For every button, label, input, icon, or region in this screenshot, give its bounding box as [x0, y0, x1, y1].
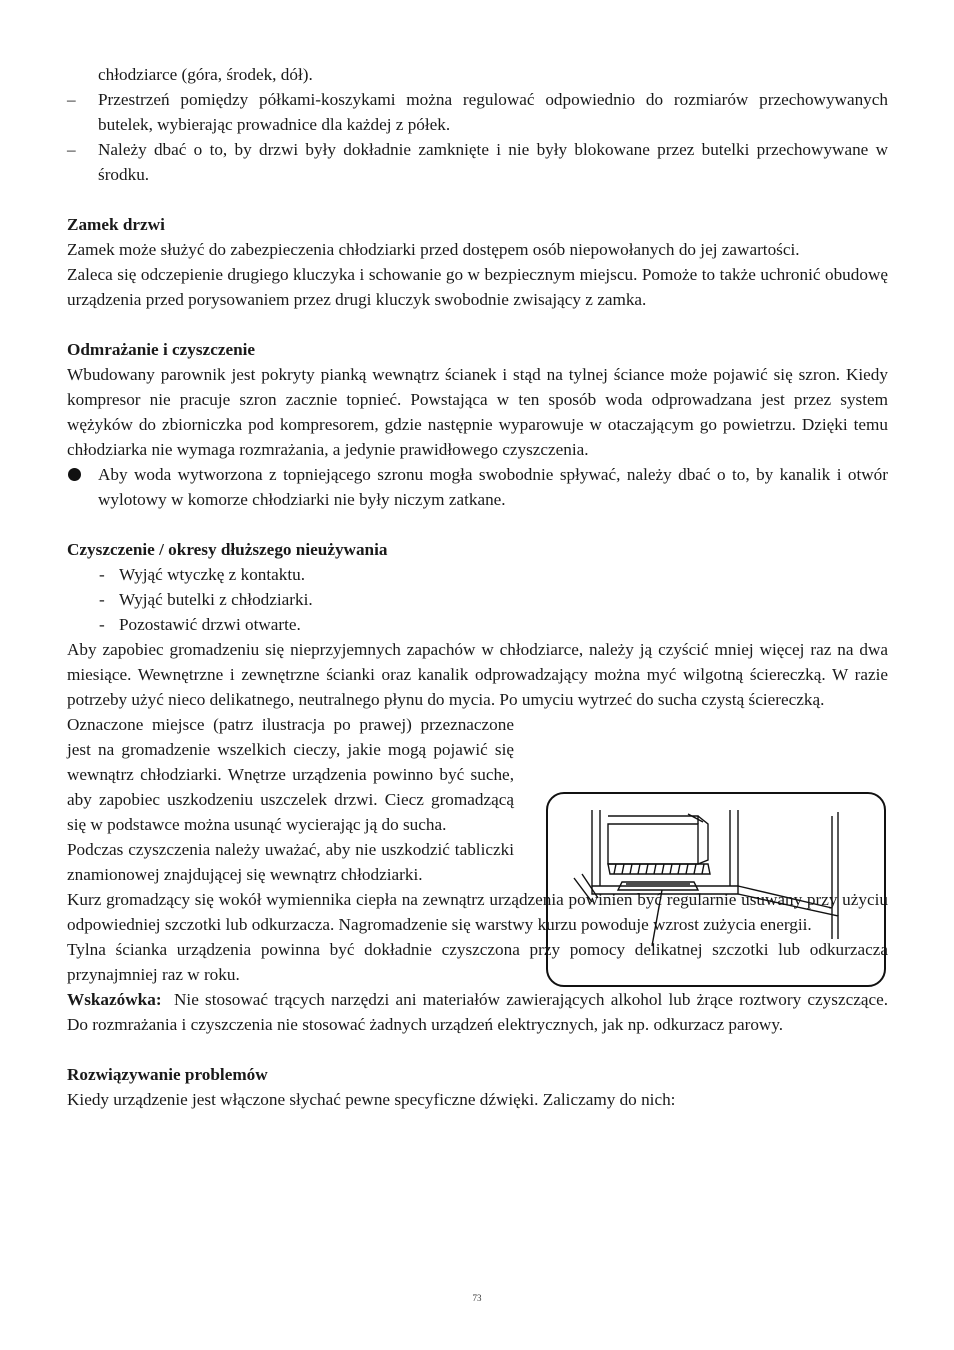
tip-text: Nie stosować trących narzędzi ani materiałów zawierających alkohol lub żrące roztwory czyszczące. Do rozmrażania i czyszczenia nie stosować żadnych urządzeń elektrycznych, jak np. odkurzacz parowy. — [67, 990, 889, 1034]
defrost-paragraph: Wbudowany parownik jest pokryty pianką wewnątrz ścianek i stąd na tylnej ściance może pojawić się szron. Kiedy kompresor nie pracuje szron zacznie topnieć. Powstająca w ten sposób woda odprowadzana jest przez system wężyków do zbiorniczka pod kompresorem, gdzie następnie wyparowuje w otaczającym go powietrzu. Dzięki temu chłodziarka nie wymaga rozmrażania, a jedynie prawidłowego czyszczenia. — [67, 365, 888, 459]
lock-paragraph-1: Zamek może służyć do zabezpieczenia chłodziarki przed dostępem osób niepowołanych do jej zawartości. — [67, 240, 800, 259]
cleaning-heading: Czyszczenie / okresy dłuższego nieużywania — [67, 540, 388, 559]
cleaning-step — [67, 562, 888, 587]
lock-heading: Zamek drzwi — [67, 215, 165, 234]
cleaning-paragraph-1: Aby zapobiec gromadzeniu się nieprzyjemnych zapachów w chłodziarce, należy ją czyścić mniej więcej raz na dwa miesiące. Wewnętrzne i zewnętrzne ścianki oraz kanalik odprowadzający można myć wilgotną ściereczką. W razie potrzeby użyć nieco delikatnego, neutralnego płynu do mycia. Po umyciu wytrzeć do sucha czystą ściereczką. — [67, 640, 888, 709]
fridge-interior-drawing — [548, 794, 884, 985]
step-marker: - — [99, 565, 105, 584]
cleaning-step-text: Pozostawić drzwi otwarte. — [119, 615, 301, 634]
lock-paragraph-2: Zaleca się odczepienie drugiego kluczyka i schowanie go w bezpiecznym miejscu. Pomoże to także uchronić obudowę urządzenia przed porysowaniem przez drugi kluczyk swobodnie zwisający z zamka. — [67, 265, 888, 309]
cleaning-step — [67, 587, 888, 612]
step-marker: - — [99, 615, 105, 634]
cleaning-paragraph-4: Kurz gromadzący się wokół wymiennika ciepła na zewnątrz urządzenia powinien być regularnie usuwany przy użyciu odpowiedniej szczotki lub odkurzacza. Nagromadzenie się warstwy kurzu powoduje wzrost zużycia energii. — [67, 890, 888, 934]
dash-list-item — [67, 87, 888, 137]
troubleshooting-paragraph: Kiedy urządzenie jest włączone słychać pewne specyficzne dźwięki. Zaliczamy do nich: — [67, 1090, 676, 1109]
fridge-drip-tray-illustration — [546, 792, 886, 987]
cleaning-paragraph-3: Podczas czyszczenia należy uważać, aby nie uszkodzić tabliczki znamionowej znajdującej się wewnątrz chłodziarki. — [67, 840, 514, 884]
dash-item-text: Należy dbać o to, by drzwi były dokładnie zamknięte i nie były blokowane przez butelki przechowywane w środku. — [98, 140, 888, 184]
step-marker: - — [99, 590, 105, 609]
dash-marker: – — [67, 90, 76, 109]
page-number: 73 — [472, 1293, 482, 1303]
cleaning-step — [67, 612, 888, 637]
cleaning-paragraph-5: Tylna ścianka urządzenia powinna być dokładnie czyszczona przy pomocy delikatnej szczotki lub odkurzacza przynajmniej raz w roku. — [67, 940, 888, 984]
defrost-heading: Odmrażanie i czyszczenie — [67, 340, 256, 359]
bullet-item — [67, 462, 888, 512]
tip-paragraph — [67, 987, 888, 1037]
cleaning-paragraph-2: Oznaczone miejsce (patrz ilustracja po prawej) przeznaczone jest na gromadzenie wszelkich cieczy, jakie mogą pojawić się wewnątrz chłodziarki. Wnętrze urządzenia powinno być suche, aby zapobiec uszkodzeniu uszczelek drzwi. Ciecz gromadzącą się w podstawce można usunąć wycierając ją do sucha. — [67, 715, 514, 834]
dash-item-text: Przestrzeń pomiędzy półkami-koszykami można regulować odpowiednio do rozmiarów przechowywanych butelek, wybierając prowadnice dla każdej z półek. — [98, 90, 888, 134]
dash-list-item — [67, 137, 888, 187]
tip-label: Wskazówka: — [67, 990, 162, 1009]
troubleshooting-heading: Rozwiązywanie problemów — [67, 1065, 268, 1084]
dash-marker: – — [67, 140, 76, 159]
intro-continuation: chłodziarce (góra, środek, dół). — [98, 65, 313, 84]
bullet-dot-icon — [68, 468, 81, 481]
bullet-text: Aby woda wytworzona z topniejącego szronu mogła swobodnie spływać, należy dbać o to, by kanalik i otwór wylotowy w komorze chłodziarki nie były niczym zatkane. — [98, 465, 888, 509]
cleaning-step-text: Wyjąć wtyczkę z kontaktu. — [119, 565, 306, 584]
cleaning-step-text: Wyjąć butelki z chłodziarki. — [119, 590, 313, 609]
